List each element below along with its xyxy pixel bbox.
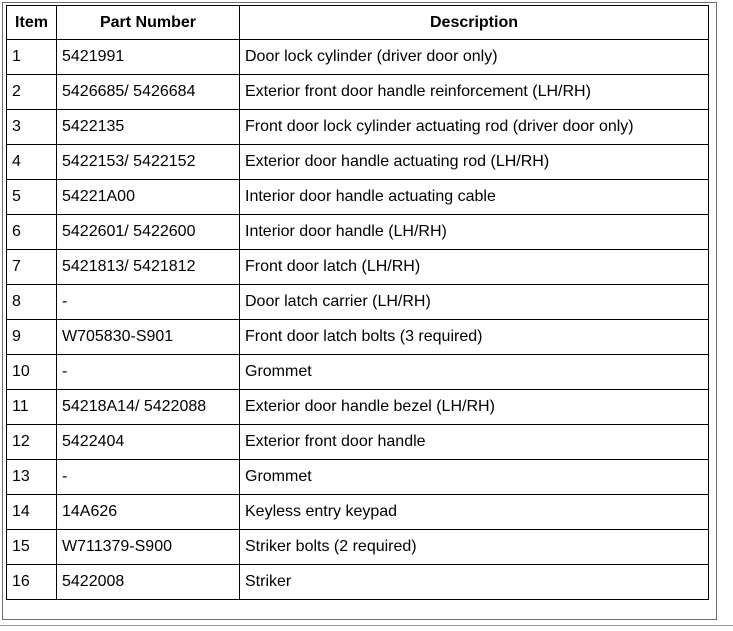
table-row xyxy=(7,285,709,320)
description-cell: Front door lock cylinder actuating rod (driver door only) xyxy=(240,110,709,145)
description-cell: Front door latch (LH/RH) xyxy=(240,250,709,285)
description-cell: Striker xyxy=(240,565,709,600)
item-cell: 12 xyxy=(7,425,57,460)
description-cell: Exterior door handle actuating rod (LH/RH) xyxy=(240,145,709,180)
description-cell: Door lock cylinder (driver door only) xyxy=(240,40,709,75)
description-cell: Keyless entry keypad xyxy=(240,495,709,530)
part-number-cell: - xyxy=(57,355,240,390)
column-header-description: Description xyxy=(240,6,709,40)
item-cell: 16 xyxy=(7,565,57,600)
description-cell: Interior door handle (LH/RH) xyxy=(240,215,709,250)
part-number-cell: 5422153/ 5422152 xyxy=(57,145,240,180)
description-cell: Grommet xyxy=(240,355,709,390)
description-cell: Interior door handle actuating cable xyxy=(240,180,709,215)
item-cell: 3 xyxy=(7,110,57,145)
column-header-item: Item xyxy=(7,6,57,40)
column-header-part-number: Part Number xyxy=(57,6,240,40)
part-number-cell: 5422008 xyxy=(57,565,240,600)
description-cell: Exterior front door handle xyxy=(240,425,709,460)
part-number-cell: 14A626 xyxy=(57,495,240,530)
item-cell: 4 xyxy=(7,145,57,180)
item-cell: 10 xyxy=(7,355,57,390)
item-cell: 5 xyxy=(7,180,57,215)
item-cell: 7 xyxy=(7,250,57,285)
description-cell: Exterior front door handle reinforcement (LH/RH) xyxy=(240,75,709,110)
part-number-cell: 54221A00 xyxy=(57,180,240,215)
bottom-divider xyxy=(0,625,733,626)
table-header-row xyxy=(7,6,709,40)
item-cell: 11 xyxy=(7,390,57,425)
parts-table xyxy=(6,5,709,600)
part-number-cell: 5426685/ 5426684 xyxy=(57,75,240,110)
part-number-cell: - xyxy=(57,460,240,495)
description-cell: Door latch carrier (LH/RH) xyxy=(240,285,709,320)
part-number-cell: 54218A14/ 5422088 xyxy=(57,390,240,425)
table-row xyxy=(7,40,709,75)
table-row xyxy=(7,215,709,250)
part-number-cell: 5422135 xyxy=(57,110,240,145)
table-row xyxy=(7,390,709,425)
part-number-cell: 5422404 xyxy=(57,425,240,460)
part-number-cell: W711379-S900 xyxy=(57,530,240,565)
item-cell: 15 xyxy=(7,530,57,565)
description-cell: Exterior door handle bezel (LH/RH) xyxy=(240,390,709,425)
part-number-cell: 5421813/ 5421812 xyxy=(57,250,240,285)
table-row xyxy=(7,180,709,215)
item-cell: 9 xyxy=(7,320,57,355)
description-cell: Grommet xyxy=(240,460,709,495)
table-row xyxy=(7,530,709,565)
table-row xyxy=(7,460,709,495)
item-cell: 14 xyxy=(7,495,57,530)
item-cell: 1 xyxy=(7,40,57,75)
table-row xyxy=(7,145,709,180)
part-number-cell: 5421991 xyxy=(57,40,240,75)
description-cell: Striker bolts (2 required) xyxy=(240,530,709,565)
item-cell: 6 xyxy=(7,215,57,250)
table-row xyxy=(7,355,709,390)
item-cell: 13 xyxy=(7,460,57,495)
part-number-cell: 5422601/ 5422600 xyxy=(57,215,240,250)
table-row xyxy=(7,320,709,355)
table-row xyxy=(7,425,709,460)
item-cell: 8 xyxy=(7,285,57,320)
table-row xyxy=(7,495,709,530)
item-cell: 2 xyxy=(7,75,57,110)
part-number-cell: W705830-S901 xyxy=(57,320,240,355)
table-row xyxy=(7,75,709,110)
part-number-cell: - xyxy=(57,285,240,320)
table-row xyxy=(7,110,709,145)
description-cell: Front door latch bolts (3 required) xyxy=(240,320,709,355)
table-row xyxy=(7,565,709,600)
table-row xyxy=(7,250,709,285)
